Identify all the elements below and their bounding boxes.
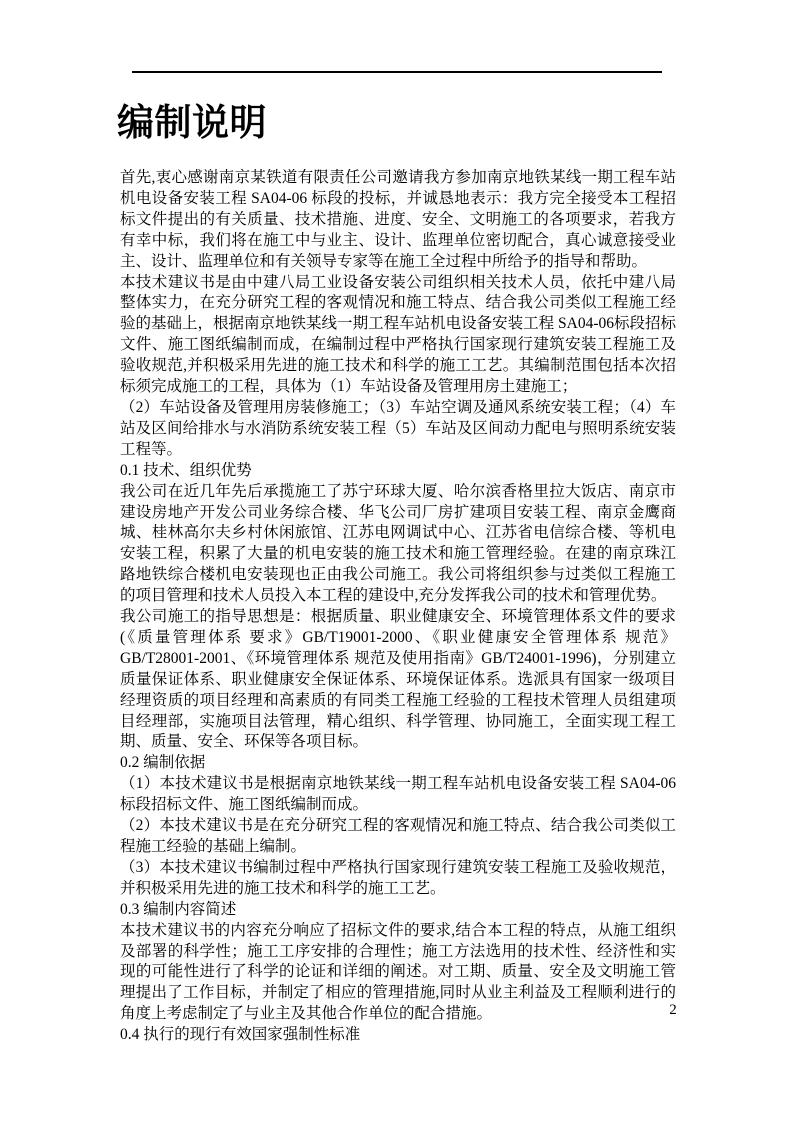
section-heading: 0.2 编制依据 — [120, 754, 206, 772]
body-paragraph: （3）本技术建议书编制过程中严格执行国家现行建筑安装工程施工及验收规范，并积极采用先进的施工技术和科学的施工工艺。 — [120, 858, 676, 897]
header-rule — [132, 71, 662, 73]
page-number: 2 — [669, 1002, 677, 1018]
document-title: 编制说明 — [117, 103, 267, 144]
body-paragraph: 本技术建议书是由中建八局工业设备安装公司组织相关技术人员，依托中建八局整体实力，在充分研究工程的客观情况和施工特点、结合我公司类似工程施工经验的基础上，根据南京地铁某线一期工程车站机电设备安装工程 SA04-06标段招标文件、施工图纸编制而成，在编制过程中严格执行国家现行建筑安装工程施工及验收规范,并积极采用先进的施工技术和科学的施工工艺。其编制范围包括本次招标须完成施工的工程，具体为（1）车站设备及管理用房土建施工； — [120, 273, 676, 396]
body-paragraph: （2）本技术建议书是在充分研究工程的客观情况和施工特点、结合我公司类似工程施工经验的基础上编制。 — [120, 817, 676, 855]
body-paragraph: （1）本技术建议书是根据南京地铁某线一期工程车站机电设备安装工程 SA04-06 标段招标文件、施工图纸编制而成。 — [120, 775, 676, 814]
document-body — [120, 168, 676, 1046]
section-heading: 0.4 执行的现行有效国家强制性标准 — [120, 1026, 361, 1044]
body-paragraph: 本技术建议书的内容充分响应了招标文件的要求,结合本工程的特点，从施工组织及部署的科学性；施工工序安排的合理性；施工方法选用的技术性、经济性和实现的可能性进行了科学的论证和详细的阐述。对工期、质量、安全及文明施工管理提出了工作目标，并制定了相应的管理措施,同时从业主利益及工程顺利进行的角度上考虑制定了与业主及其他合作单位的配合措施。 — [120, 921, 676, 1023]
body-paragraph: （2）车站设备及管理用房装修施工；（3）车站空调及通风系统安装工程；（4）车站及区间给排水与水消防系统安装工程（5）车站及区间动力配电与照明系统安装工程等。 — [120, 398, 676, 458]
body-paragraph: 首先,衷心感谢南京某铁道有限责任公司邀请我方参加南京地铁某线一期工程车站机电设备安装工程 SA04-06 标段的投标，并诚恳地表示：我方完全接受本工程招标文件提出的有关质量、技术措施、进度、安全、文明施工的各项要求，若我方有幸中标，我们将在施工中与业主、设计、监理单位密切配合，真心诚意接受业主、设计、监理单位和有关领导专家等在施工全过程中所给予的指导和帮助。 — [120, 169, 676, 270]
section-heading: 0.1 技术、组织优势 — [120, 461, 252, 479]
body-paragraph: 我公司在近几年先后承揽施工了苏宁环球大厦、哈尔滨香格里拉大饭店、南京市建设房地产开发公司业务综合楼、华飞公司厂房扩建项目安装工程、南京金鹰商城、桂林高尔夫乡村休闲旅馆、江苏电网调试中心、江苏省电信综合楼、等机电安装工程，积累了大量的机电安装的施工技术和施工管理经验。在建的南京珠江路地铁综合楼机电安装现也正由我公司施工。我公司将组织参与过类似工程施工的项目管理和技术人员投入本工程的建设中,充分发挥我公司的技术和管理优势。 — [120, 482, 676, 605]
section-heading: 0.3 编制内容简述 — [120, 900, 237, 918]
body-paragraph: 我公司施工的指导思想是：根据质量、职业健康安全、环境管理体系文件的要求(《质量管理体系 要求》GB/T19001-2000、《职业健康安全管理体系 规范》GB/T28001-2001、《环境管理体系 规范及使用指南》GB/T24001-1996)，分别建立质量保证体系、职业健康安全保证体系、环境保证体系。选派具有国家一级项目经理资质的项目经理和高素质的有同类工程施工经验的工程技术管理人员组建项目经理部，实施项目法管理，精心组织、科学管理、协同施工，全面实现工程工期、质量、安全、环保等各项目标。 — [120, 608, 676, 751]
